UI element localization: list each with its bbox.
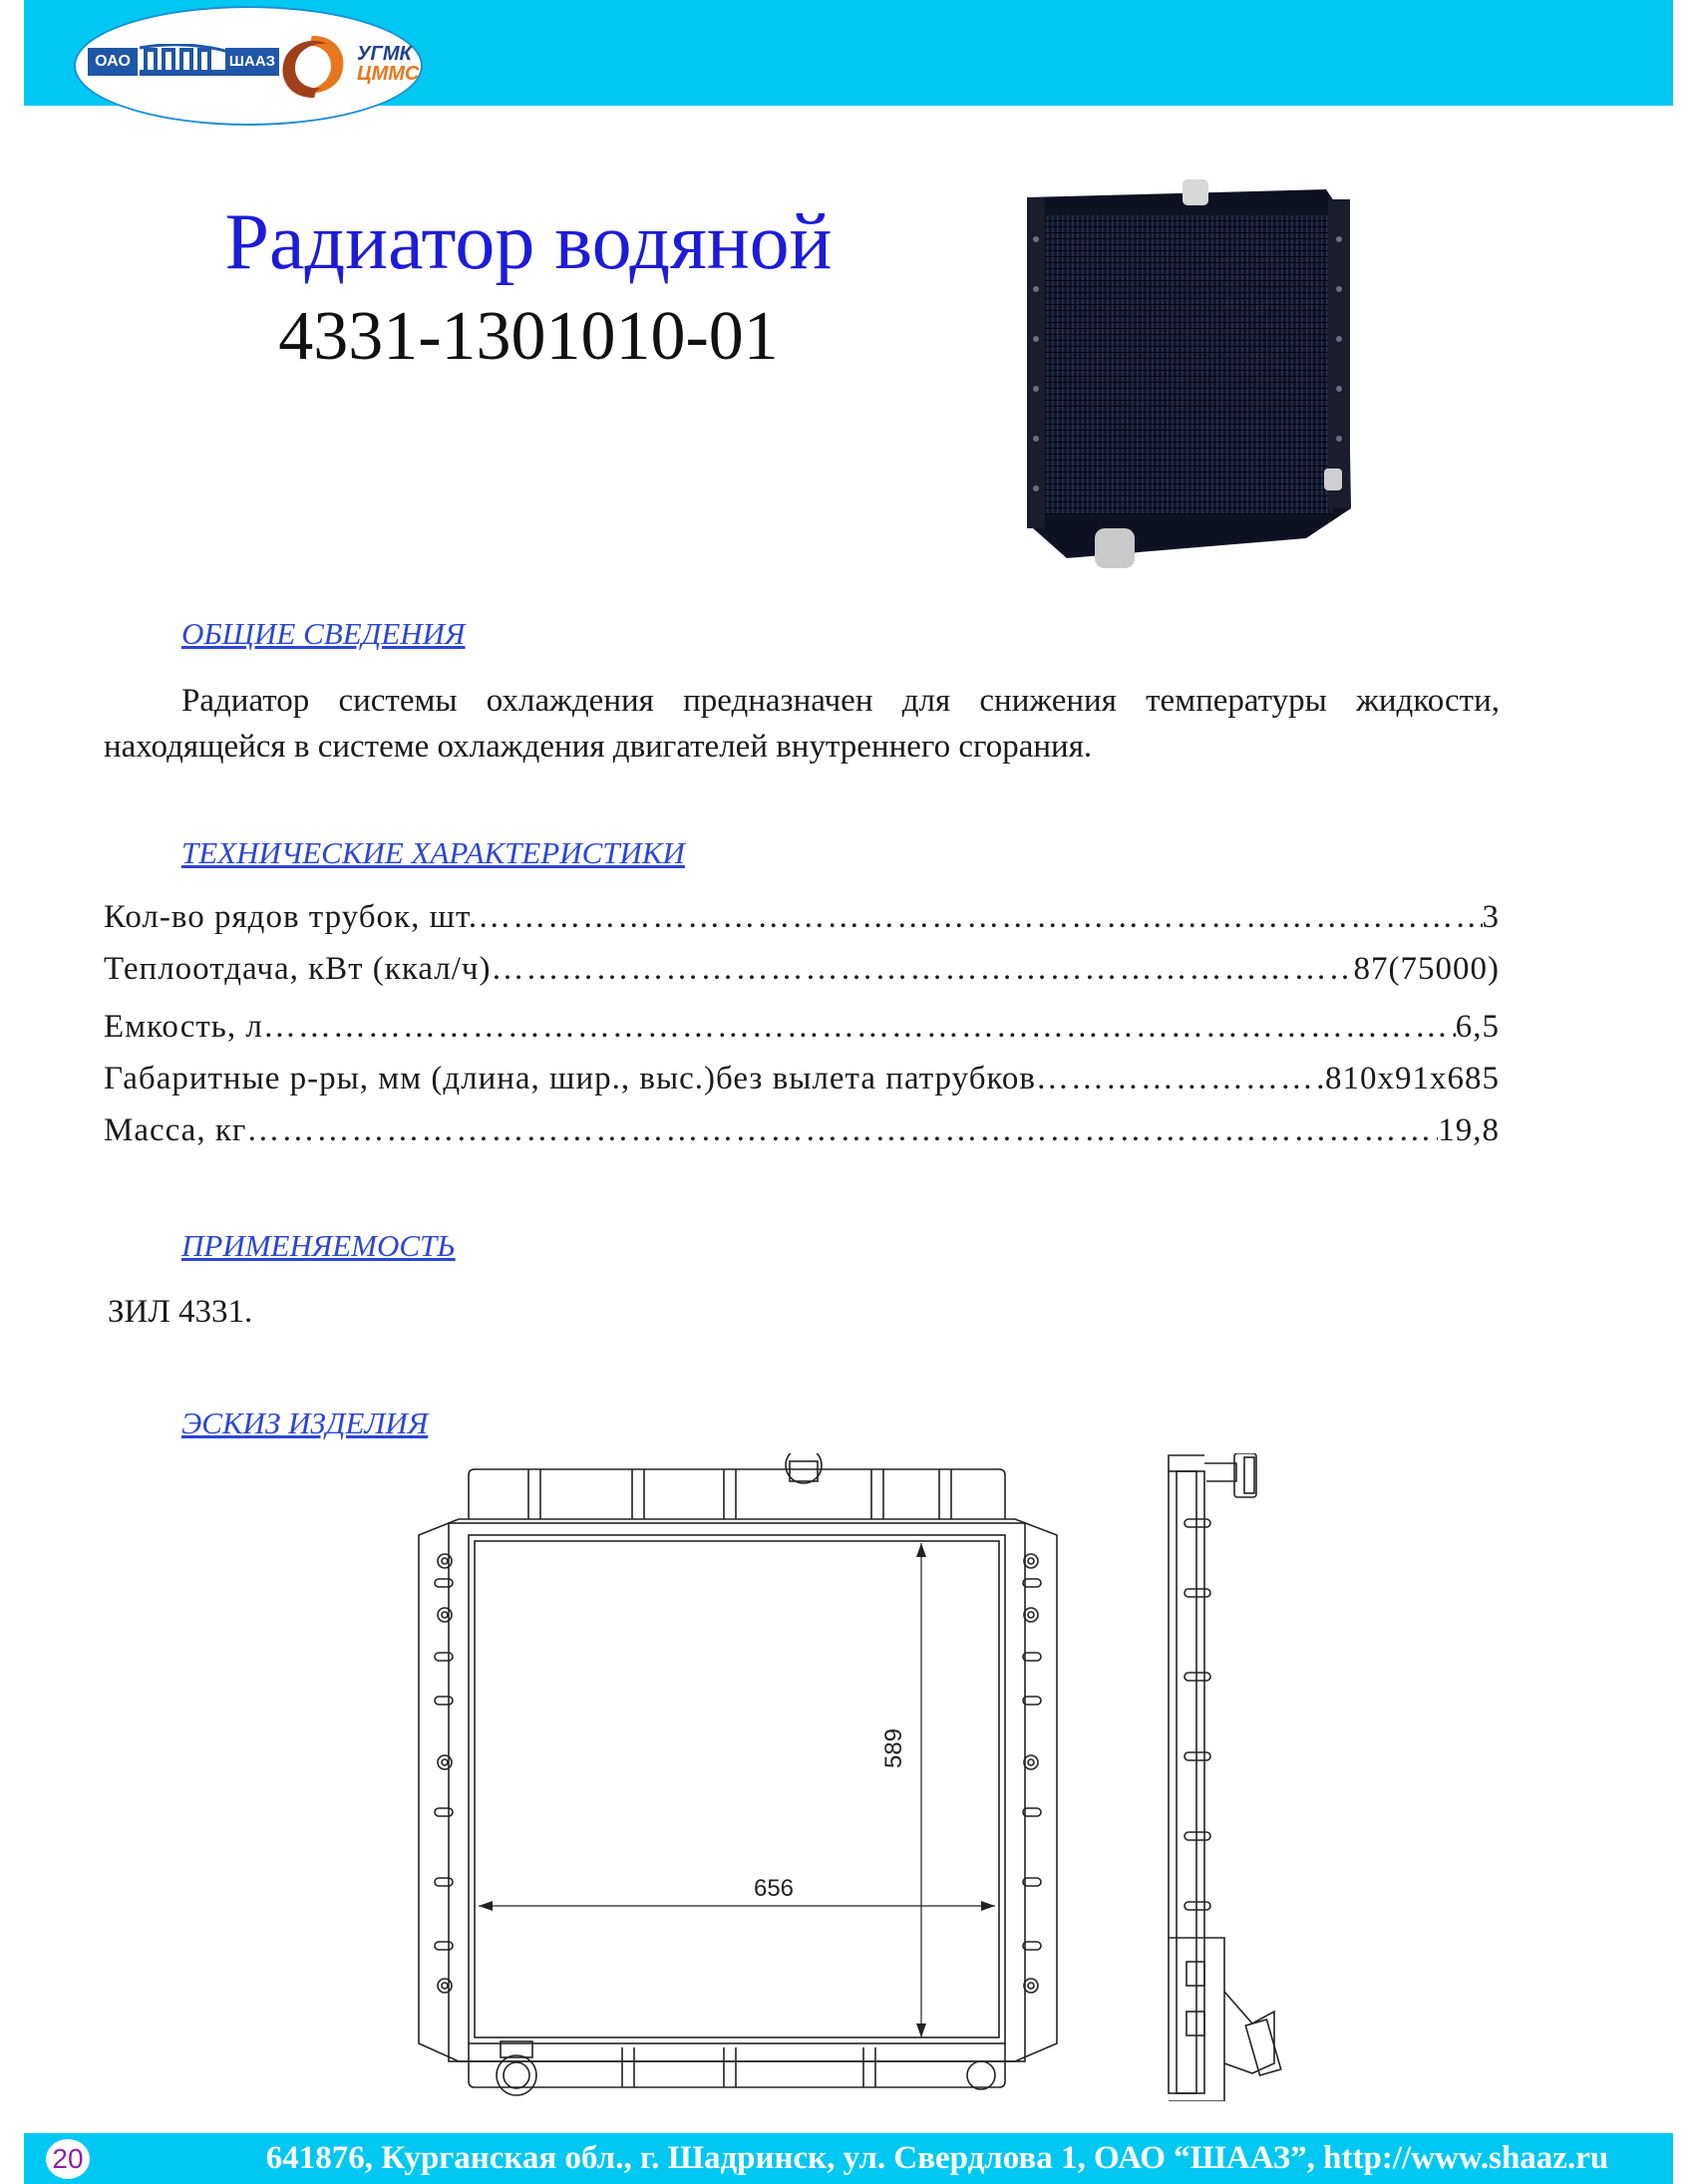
applicability-heading: ПРИМЕНЯЕМОСТЬ: [181, 1228, 456, 1263]
spec-row-tube-rows: [104, 895, 1500, 939]
swirl-logo-icon: [275, 32, 351, 102]
specs-heading: ТЕХНИЧЕСКИЕ ХАРАКТЕРИСТИКИ: [181, 835, 685, 870]
spec-value: 19,8: [1438, 1112, 1500, 1148]
spec-row-dimensions: [104, 1057, 1500, 1100]
logo-umms-text: ЦММС: [357, 63, 420, 85]
spec-row-heat-output: [104, 947, 1500, 991]
page-number: 20: [46, 2139, 90, 2179]
spec-label: Теплоотдача, кВт (ккал/ч): [104, 951, 492, 987]
footer-address: 641876, Курганская обл., г. Шадринск, ул. Свердлова 1, ОАО “ШААЗ”, http://www.shaaz.ru: [265, 2140, 1609, 2176]
dot-leader: [492, 947, 1354, 991]
spec-value: 6,5: [1455, 1009, 1500, 1045]
spec-value: 3: [1482, 899, 1500, 935]
factory-logo-icon: [140, 44, 229, 78]
spec-value: 87(75000): [1353, 951, 1500, 987]
product-sketch: [409, 1453, 1326, 2101]
logo-oao-text: ОАО: [88, 48, 138, 76]
spec-value: 810х91х685: [1325, 1061, 1500, 1096]
spec-label: Габаритные р-ры, мм (длина, шир., выс.)без вылета патрубков: [104, 1061, 1036, 1096]
spec-row-capacity: [104, 1005, 1500, 1049]
logo-ugmk-text: УГМК: [357, 43, 412, 65]
dot-leader: [263, 1005, 1456, 1049]
product-title: Радиатор водяной: [224, 198, 833, 286]
spec-label: Кол-во рядов трубок, шт.: [104, 899, 479, 935]
radiator-photo: [1007, 179, 1366, 578]
dimension-height-label: 589: [880, 1727, 907, 1769]
general-description: Радиатор системы охлаждения предназначен для снижения температуры жидкости, находящейся в системе охлаждения двигателей внутреннего сгорания.: [104, 683, 1500, 765]
sketch-heading: ЭСКИЗ ИЗДЕЛИЯ: [181, 1405, 429, 1440]
logo-shaaz-text: ШААЗ: [225, 48, 279, 76]
dot-leader: [478, 895, 1482, 939]
dot-leader: [1036, 1057, 1325, 1100]
dimension-width-label: 656: [753, 1875, 795, 1902]
applicability-text: ЗИЛ 4331.: [108, 1294, 253, 1330]
dot-leader: [246, 1108, 1438, 1152]
product-code: 4331-1301010-01: [278, 298, 779, 375]
spec-label: Емкость, л: [104, 1009, 263, 1045]
spec-label: Масса, кг: [104, 1112, 247, 1148]
spec-row-mass: [104, 1108, 1500, 1152]
company-logo: [74, 6, 423, 126]
general-heading: ОБЩИЕ СВЕДЕНИЯ: [181, 616, 466, 651]
